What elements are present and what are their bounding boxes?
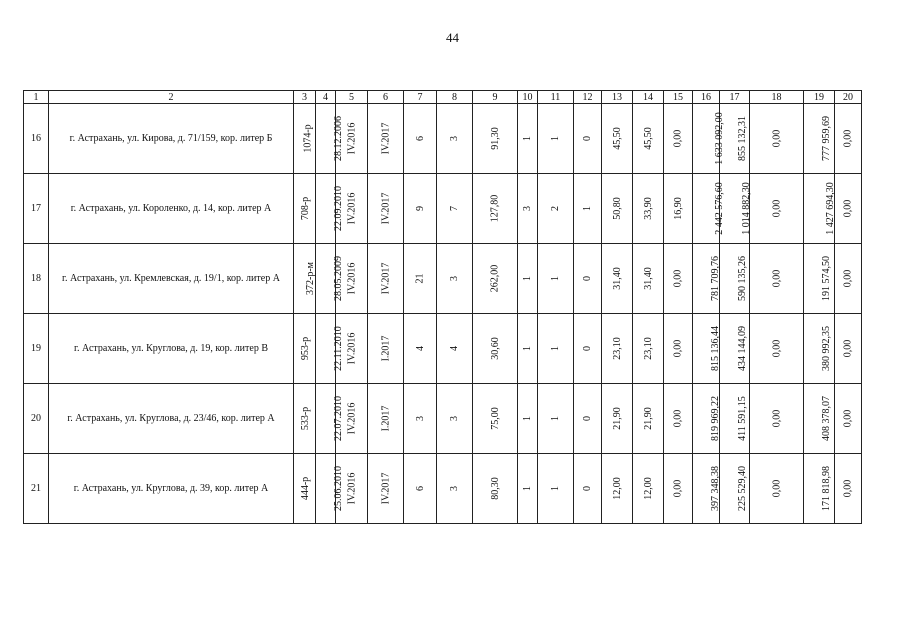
cell-value: IV.2017 — [379, 122, 391, 155]
data-cell — [473, 314, 518, 384]
data-cell — [574, 174, 602, 244]
address-cell: г. Астрахань, ул. Кремлевская, д. 19/1, кор. литер А — [49, 244, 294, 314]
data-cell — [574, 454, 602, 524]
column-header: 4 — [316, 91, 336, 104]
cell-value: 21,90 — [642, 407, 654, 430]
cell-value: 33,90 — [642, 197, 654, 220]
cell-value: 1 — [550, 416, 561, 421]
cell-value: 1 — [522, 346, 533, 351]
data-cell — [538, 244, 574, 314]
data-cell — [835, 314, 862, 384]
data-cell — [664, 384, 693, 454]
data-cell — [538, 314, 574, 384]
cell-value: 0 — [582, 416, 593, 421]
data-cell — [574, 384, 602, 454]
data-cell — [750, 314, 804, 384]
data-cell — [473, 384, 518, 454]
cell-value: 0,00 — [672, 269, 684, 288]
column-header: 19 — [804, 91, 835, 104]
data-cell — [518, 174, 538, 244]
data-cell — [473, 244, 518, 314]
data-cell — [693, 384, 720, 454]
cell-value: 127,80 — [489, 194, 501, 223]
row-number-cell: 17 — [24, 174, 49, 244]
cell-value: 22.09.2010 — [333, 186, 344, 231]
row-number-cell: 18 — [24, 244, 49, 314]
cell-value: 3 — [522, 206, 533, 211]
cell-value: 1 — [522, 416, 533, 421]
cell-value: 191 574,50 — [821, 256, 832, 301]
cell-value: 3 — [449, 276, 460, 281]
data-cell — [294, 174, 316, 244]
cell-value: 1 427 694,30 — [824, 182, 836, 235]
data-cell — [835, 104, 862, 174]
data-cell — [720, 454, 750, 524]
cell-value: 397 348,38 — [710, 466, 721, 511]
cell-value: 4 — [414, 346, 426, 351]
data-cell — [437, 314, 473, 384]
cell-value: 1 — [522, 276, 533, 281]
row-number-cell: 19 — [24, 314, 49, 384]
data-cell — [518, 384, 538, 454]
data-cell — [804, 454, 835, 524]
data-cell — [664, 174, 693, 244]
column-header: 6 — [368, 91, 404, 104]
data-cell — [437, 174, 473, 244]
cell-value: 4 — [449, 346, 460, 351]
cell-value: 1 — [550, 346, 561, 351]
data-cell — [518, 244, 538, 314]
cell-value: 408 378,07 — [821, 396, 832, 441]
column-header: 16 — [693, 91, 720, 104]
data-cell — [693, 174, 725, 244]
data-cell — [316, 104, 344, 174]
cell-value: 0,00 — [672, 129, 684, 148]
cell-value: 50,80 — [611, 197, 623, 220]
column-header: 9 — [473, 91, 518, 104]
data-cell — [664, 454, 693, 524]
cell-value: 0,00 — [771, 129, 782, 148]
cell-value: IV.2016 — [346, 262, 358, 295]
data-cell — [294, 384, 316, 454]
cell-value: 22.07.2010 — [333, 396, 344, 441]
data-cell — [750, 454, 804, 524]
cell-value: 6 — [414, 486, 426, 491]
cell-value: 0,00 — [672, 339, 684, 358]
data-cell — [602, 314, 633, 384]
cell-value: 7 — [449, 206, 460, 211]
cell-value: 0,00 — [771, 269, 782, 288]
data-cell — [294, 104, 316, 174]
data-cell — [316, 454, 344, 524]
cell-value: 3 — [449, 486, 460, 491]
data-cell — [693, 314, 720, 384]
cell-value: 444-р — [300, 476, 312, 501]
data-cell — [835, 384, 862, 454]
data-cell — [720, 314, 750, 384]
cell-value: 708-р — [300, 196, 312, 221]
page-number: 44 — [446, 30, 459, 45]
cell-value: 23,10 — [642, 337, 654, 360]
data-cell — [368, 104, 404, 174]
cell-value: 91,30 — [489, 127, 501, 150]
cell-value: 6 — [414, 136, 426, 141]
address-cell: г. Астрахань, ул. Круглова, д. 39, кор. литер А — [49, 454, 294, 524]
data-cell — [368, 244, 404, 314]
cell-value: 21 — [414, 273, 426, 284]
cell-value: 31,40 — [642, 267, 654, 290]
cell-value: 0,00 — [672, 479, 684, 498]
cell-value: 372-р-м — [305, 262, 316, 295]
cell-value: 21,90 — [611, 407, 623, 430]
column-header: 20 — [835, 91, 862, 104]
cell-value: 3 — [449, 416, 460, 421]
table-row — [24, 314, 862, 384]
cell-value: 0,00 — [771, 409, 782, 428]
cell-value: 781 709,76 — [710, 256, 721, 301]
cell-value: 1 633 092,00 — [713, 112, 725, 165]
data-cell — [602, 174, 633, 244]
column-header: 1 — [24, 91, 49, 104]
cell-value: 225 529,40 — [737, 466, 748, 511]
cell-value: IV.2016 — [346, 402, 358, 435]
cell-value: IV.2017 — [379, 192, 391, 225]
column-header: 5 — [336, 91, 368, 104]
data-cell — [574, 314, 602, 384]
column-header: 3 — [294, 91, 316, 104]
data-cell — [294, 244, 316, 314]
column-header: 14 — [633, 91, 664, 104]
cell-value: 855 132,31 — [737, 116, 748, 161]
data-cell — [804, 384, 835, 454]
data-cell — [404, 174, 437, 244]
cell-value: 25.06.2010 — [333, 466, 344, 511]
data-cell — [804, 104, 835, 174]
data-cell — [633, 384, 664, 454]
cell-value: 0,00 — [771, 339, 782, 358]
cell-value: IV.2017 — [379, 472, 391, 505]
data-cell — [368, 454, 404, 524]
data-cell — [473, 104, 518, 174]
data-cell — [437, 104, 473, 174]
data-cell — [473, 174, 518, 244]
data-cell — [316, 174, 344, 244]
column-header: 10 — [518, 91, 538, 104]
data-cell — [404, 314, 437, 384]
data-cell — [804, 314, 835, 384]
cell-value: 819 969,22 — [710, 396, 721, 441]
cell-value: IV.2016 — [346, 122, 358, 155]
column-header: 18 — [750, 91, 804, 104]
data-cell — [538, 174, 574, 244]
data-cell — [750, 104, 804, 174]
cell-value: 171 818,98 — [821, 466, 832, 511]
data-cell — [368, 314, 404, 384]
cell-value: 0,00 — [842, 269, 854, 288]
data-cell — [518, 104, 538, 174]
data-cell — [538, 384, 574, 454]
data-cell — [602, 244, 633, 314]
cell-value: 0,00 — [842, 199, 854, 218]
header-row — [24, 91, 862, 104]
data-cell — [664, 244, 693, 314]
cell-value: 1074-р — [302, 124, 314, 153]
column-header: 7 — [404, 91, 437, 104]
cell-value: 22.11.2010 — [332, 326, 344, 371]
cell-value: IV.2016 — [346, 472, 358, 505]
column-header: 8 — [437, 91, 473, 104]
cell-value: 3 — [414, 416, 426, 421]
column-header: 13 — [602, 91, 633, 104]
cell-value: 777 959,69 — [821, 116, 832, 161]
data-cell — [602, 454, 633, 524]
data-cell — [804, 244, 835, 314]
cell-value: 28.05.2009 — [333, 256, 344, 301]
data-cell — [750, 384, 804, 454]
cell-value: 1 — [522, 486, 533, 491]
cell-value: 75,00 — [489, 407, 501, 430]
data-cell — [518, 454, 538, 524]
data-cell — [294, 314, 316, 384]
data-cell — [368, 384, 404, 454]
cell-value: IV.2016 — [346, 192, 358, 225]
cell-value: 0 — [582, 136, 593, 141]
cell-value: 9 — [414, 206, 426, 211]
cell-value: 815 136,44 — [710, 326, 721, 371]
cell-value: 30,60 — [489, 337, 501, 360]
data-cell — [664, 104, 693, 174]
cell-value: 0,00 — [771, 199, 782, 218]
cell-value: 2 442 576,60 — [713, 182, 725, 235]
data-cell — [693, 104, 725, 174]
data-cell — [368, 174, 404, 244]
cell-value: 0,00 — [672, 409, 684, 428]
address-cell: г. Астрахань, ул. Кирова, д. 71/159, кор. литер Б — [49, 104, 294, 174]
cell-value: IV.2017 — [379, 262, 391, 295]
cell-value: 0 — [582, 346, 593, 351]
cell-value: 1 — [522, 136, 533, 141]
data-cell — [574, 244, 602, 314]
cell-value: 1 — [550, 276, 561, 281]
data-cell — [294, 454, 316, 524]
cell-value: 434 144,09 — [737, 326, 748, 371]
data-cell — [538, 454, 574, 524]
cell-value: 28.12.2006 — [333, 116, 344, 161]
data-cell — [720, 244, 750, 314]
table-row — [24, 174, 862, 244]
column-header: 11 — [538, 91, 574, 104]
cell-value: 45,50 — [642, 127, 654, 150]
table-row — [24, 384, 862, 454]
cell-value: 12,00 — [642, 477, 654, 500]
row-number-cell: 16 — [24, 104, 49, 174]
cell-value: 411 591,15 — [736, 396, 748, 441]
cell-value: 80,30 — [489, 477, 501, 500]
cell-value: 1 — [582, 206, 593, 211]
data-cell — [835, 454, 862, 524]
data-cell — [404, 104, 437, 174]
cell-value: 31,40 — [611, 267, 623, 290]
cell-value: 0,00 — [842, 129, 854, 148]
column-header: 2 — [49, 91, 294, 104]
cell-value: 3 — [449, 136, 460, 141]
data-cell — [633, 314, 664, 384]
cell-value: 1 — [550, 486, 561, 491]
cell-value: 16,90 — [672, 197, 684, 220]
data-cell — [804, 174, 835, 244]
data-cell — [693, 454, 720, 524]
cell-value: I.2017 — [380, 335, 391, 362]
row-number-cell: 21 — [24, 454, 49, 524]
cell-value: 0,00 — [842, 479, 854, 498]
cell-value: I.2017 — [380, 405, 391, 432]
data-cell — [574, 104, 602, 174]
address-cell: г. Астрахань, ул. Круглова, д. 19, кор. литер В — [49, 314, 294, 384]
table-row — [24, 454, 862, 524]
data-cell — [633, 174, 664, 244]
address-cell: г. Астрахань, ул. Короленко, д. 14, кор. литер А — [49, 174, 294, 244]
cell-value: 0 — [582, 276, 593, 281]
cell-value: 0 — [582, 486, 593, 491]
data-cell — [750, 174, 804, 244]
data-cell — [602, 104, 633, 174]
data-cell — [437, 454, 473, 524]
cell-value: 0,00 — [842, 339, 854, 358]
data-cell — [437, 244, 473, 314]
cell-value: 0,00 — [771, 479, 782, 498]
data-cell — [437, 384, 473, 454]
cell-value: 12,00 — [611, 477, 623, 500]
data-cell — [538, 104, 574, 174]
data-cell — [835, 174, 862, 244]
data-cell — [316, 314, 344, 384]
column-header: 15 — [664, 91, 693, 104]
data-cell — [835, 244, 862, 314]
cell-value: 953-р — [300, 336, 312, 361]
cell-value: 45,50 — [611, 127, 623, 150]
table-row — [24, 244, 862, 314]
data-cell — [404, 244, 437, 314]
data-cell — [404, 384, 437, 454]
data-cell — [633, 454, 664, 524]
data-cell — [693, 244, 720, 314]
cell-value: 590 135,26 — [737, 256, 748, 301]
data-cell — [633, 244, 664, 314]
cell-value: IV.2016 — [346, 332, 358, 365]
address-cell: г. Астрахань, ул. Круглова, д. 23/46, кор. литер А — [49, 384, 294, 454]
data-cell — [518, 314, 538, 384]
register-table — [23, 90, 862, 524]
row-number-cell: 20 — [24, 384, 49, 454]
cell-value: 2 — [550, 206, 561, 211]
data-cell — [602, 384, 633, 454]
data-cell — [316, 384, 344, 454]
data-cell — [316, 244, 344, 314]
data-cell — [750, 244, 804, 314]
column-header: 12 — [574, 91, 602, 104]
cell-value: 23,10 — [611, 337, 623, 360]
cell-value: 380 992,35 — [821, 326, 832, 371]
cell-value: 0,00 — [842, 409, 854, 428]
cell-value: 1 — [550, 136, 561, 141]
data-cell — [720, 384, 750, 454]
cell-value: 533-р — [300, 406, 312, 431]
data-cell — [473, 454, 518, 524]
data-cell — [664, 314, 693, 384]
cell-value: 262,00 — [489, 264, 501, 293]
cell-value: 1 014 882,30 — [740, 182, 752, 235]
column-header: 17 — [720, 91, 750, 104]
data-cell — [404, 454, 437, 524]
data-cell — [633, 104, 664, 174]
table-row — [24, 104, 862, 174]
